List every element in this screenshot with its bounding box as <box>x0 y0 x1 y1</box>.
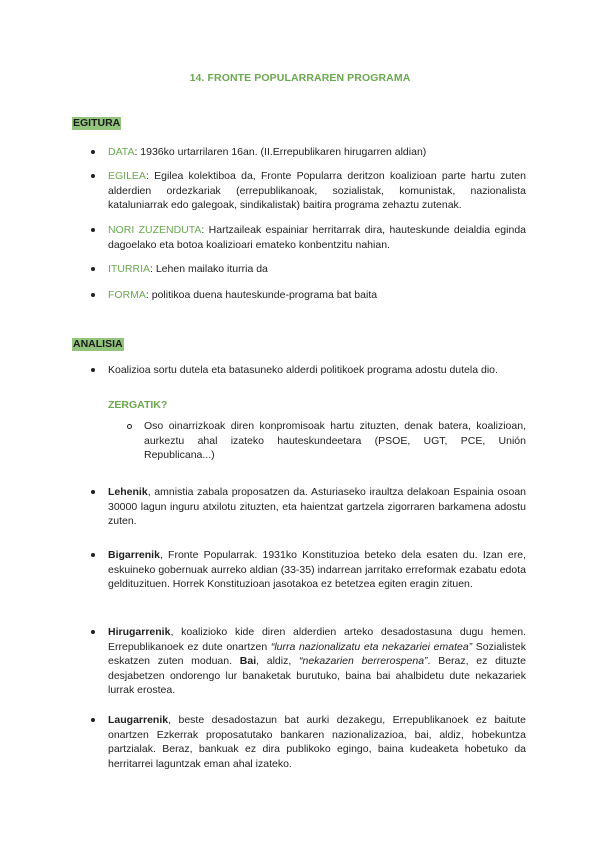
item-key: ITURRIA <box>108 263 150 275</box>
bullet-icon <box>91 490 95 494</box>
point-lehenik <box>108 485 526 529</box>
zergatik-heading: ZERGATIK? <box>108 399 168 411</box>
point-quote-b: “nekazarien berrerospena” <box>299 655 428 667</box>
sub-list-item <box>144 419 526 463</box>
section-heading-egitura: EGITURA <box>73 117 121 129</box>
item-key: NORI ZUZENDUTA <box>108 224 202 236</box>
point-lead: Hirugarrenik <box>108 626 171 638</box>
point-text-c: , aldiz, <box>256 655 299 667</box>
list-item-egilea <box>108 169 526 213</box>
point-hirugarrenik <box>108 625 526 698</box>
point-text-a: , koalizioko kide diren alderdien arteko desadostasuna dugu hemen. Errepublikanoek ez dute onartzen <box>108 626 526 653</box>
intro-text: Koalizioa sortu dutela eta batasuneko alderdi politikoek programa adostu dutela dio. <box>108 364 498 376</box>
point-text-b: Sozialistek eskatzen zuten moduan. <box>108 640 526 667</box>
bullet-icon <box>91 718 95 722</box>
point-quote-a: “lurra nazionalizatu eta nekazariei ematea” <box>270 640 473 653</box>
item-text: : Hartzaileak espainiar herritarrak dira, hauteskunde deialdia egindа dagoelako eta botoa koalizioari emateko konbentzitu nahian. <box>108 224 527 251</box>
bullet-icon <box>91 228 95 232</box>
point-text: , beste desadostazun bat aurki dezakegu, Errepublikanoek ez baitute onartzen Ezkerrak proposatutako bankaren nazionalizazioa, bai, aldiz, hobekuntza partzialak. Beraz, bankuak ez dira publikoko egingo, baina kudeaketa hobetuko da herritarrei laguntzak eman ahal izateko. <box>108 714 526 770</box>
item-text: : politikoa duena hauteskunde-programa bat baita <box>145 289 378 301</box>
point-text: , Fronte Popularrak. 1931ko Konstituzioa beteko dela esaten du. Izan ere, eskuineko gobernuak aurreko aldian (33-35) indarrean jarritako erreformak ezabatu edota geldituzituen. Horrek Konstituzioan jasotakoa ez betetzea egiten eragin zituen. <box>108 549 526 590</box>
item-key: FORMA <box>108 289 146 301</box>
bullet-icon <box>91 368 95 372</box>
item-key: EGILEA <box>108 170 146 182</box>
point-lead: Bigarrenik <box>108 549 160 561</box>
bullet-icon <box>91 553 95 557</box>
list-item-data <box>108 145 526 160</box>
list-item-iturria <box>108 262 526 277</box>
point-laugarrenik <box>108 713 526 771</box>
list-item-nori-zuzenduta <box>108 223 526 252</box>
bullet-icon <box>91 630 95 634</box>
item-text: : Lehen mailako iturria da <box>150 263 268 275</box>
point-text: , amnistia zabala proposatzen da. Asturiaseko iraultza delakoan Espainia osoan 30000 lagun inguru atxilotu zituzten, eta haientzat gartzela zigorraren barkamena adostu zuten. <box>108 486 526 527</box>
point-text-d: . Beraz, ez dituzte desjabetzen ondorengo lur banaketak burutuko, baina bai ahalbidetu dute nekazariek lurrak erostea. <box>108 655 527 696</box>
point-bigarrenik <box>108 548 526 592</box>
item-text: : Egilea kolektiboa da, Fronte Popularra deritzon koalizioan parte hartu zuten alderdien ordezkariak (errepublikanoak, sozialistak, komunistak, nazionalista kataluniarrak edo galegoak, sindikalistak) baitira programa zehaztu zutenak. <box>108 170 526 211</box>
list-item-forma <box>108 288 526 303</box>
bullet-icon <box>91 293 95 297</box>
bullet-icon <box>91 174 95 178</box>
item-key: DATA <box>108 146 135 158</box>
analisia-intro <box>108 363 526 378</box>
document-title: 14. FRONTE POPULARRAREN PROGRAMA <box>189 72 411 84</box>
item-text: : 1936ko urtarrilaren 16an. (II.Errepublikaren hirugarren aldian) <box>134 146 427 158</box>
bullet-icon <box>91 150 95 154</box>
section-heading-analisia: ANALISIA <box>73 338 123 350</box>
bullet-icon <box>91 267 95 271</box>
point-lead: Laugarrenik <box>108 714 169 726</box>
sub-item-text: Oso oinarrizkoak diren konpromisoak hartu zituzten, denak batera, koalizioan, aurkeztu ahal izateko hauteskundeetara (PSOE, UGT, PCE, Unión Republicana...) <box>144 420 526 461</box>
point-lead: Lehenik <box>108 486 148 498</box>
point-bold-b: Bai <box>239 655 257 667</box>
hollow-bullet-icon <box>127 424 132 429</box>
